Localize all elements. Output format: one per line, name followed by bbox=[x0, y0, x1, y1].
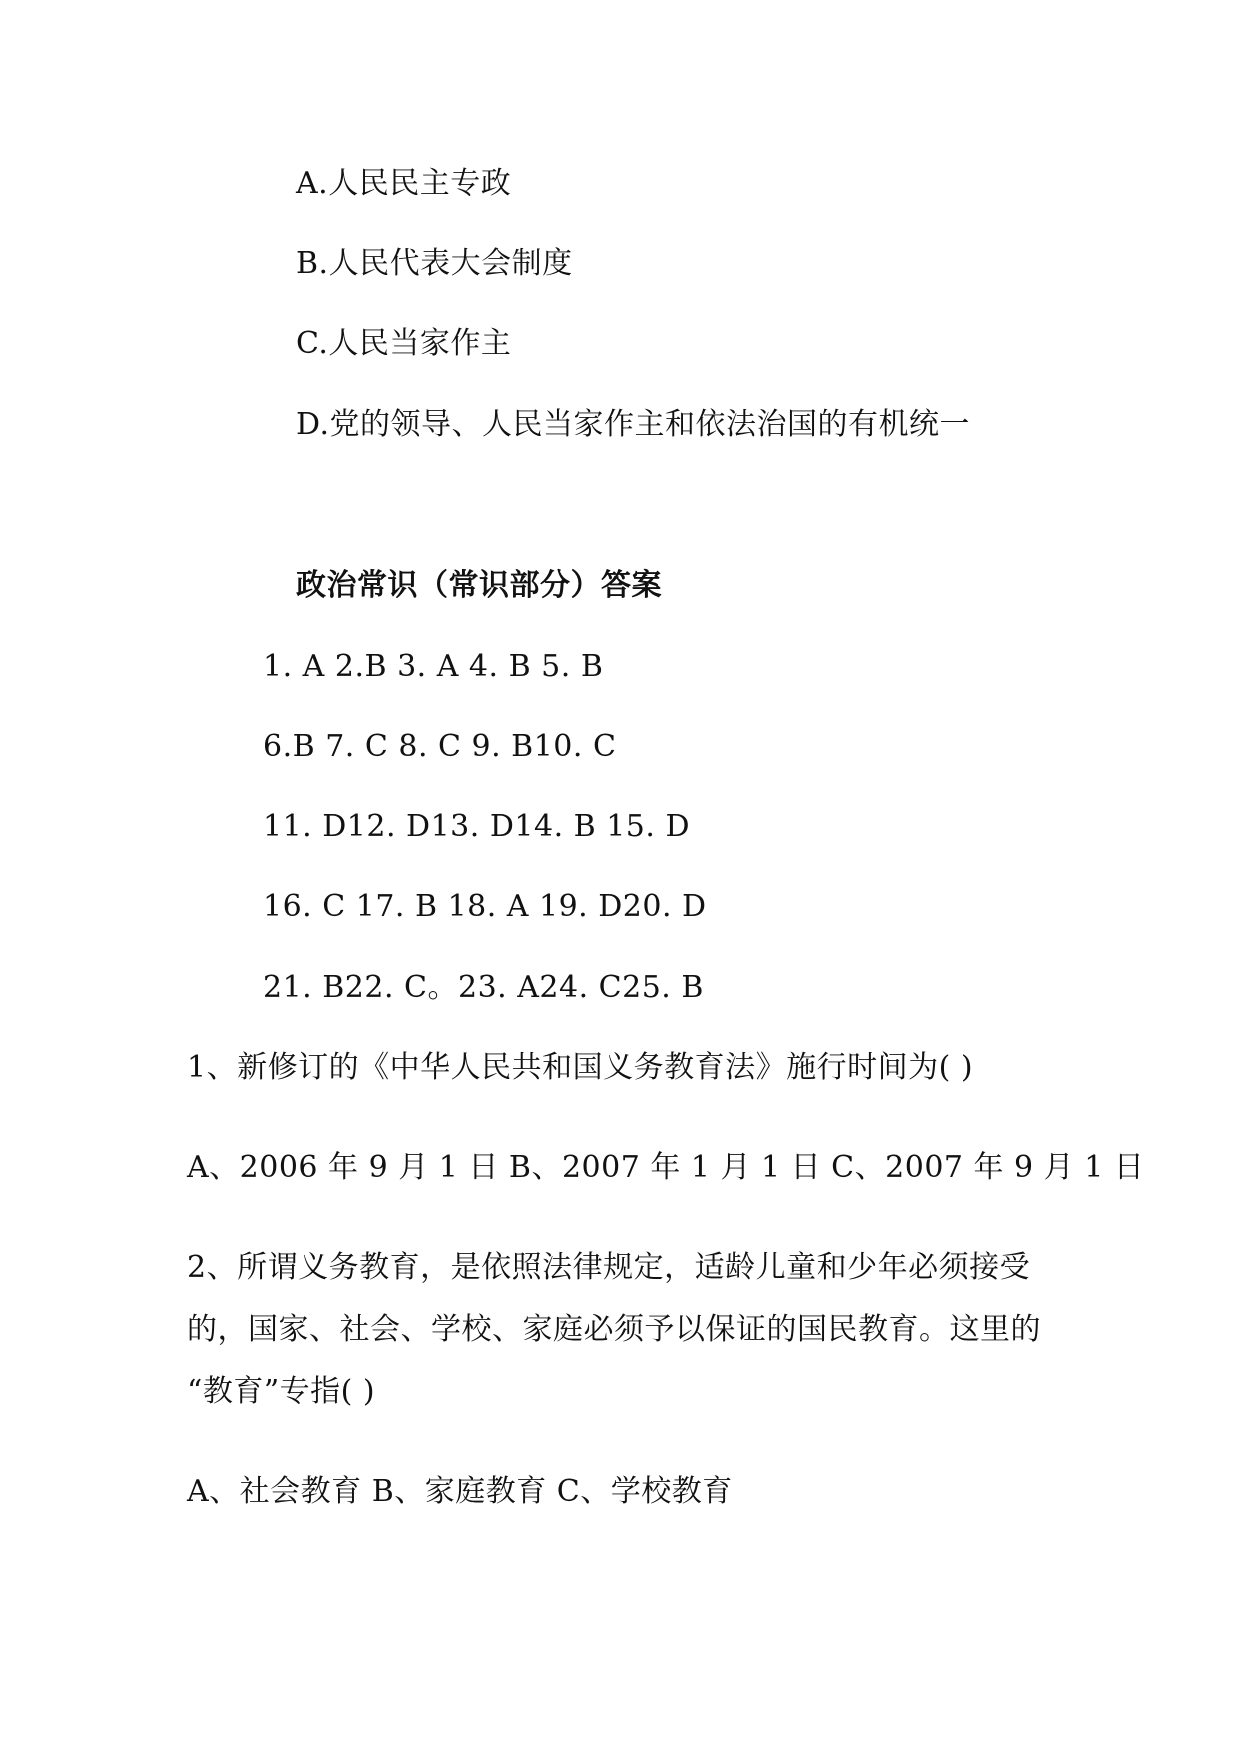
question-2-line-1: 2、所谓义务教育，是依照法律规定，适龄儿童和少年必须接受 bbox=[187, 1250, 1031, 1285]
answer-row: 16. C 17. B 18. A 19. D20. D bbox=[263, 889, 707, 924]
answer-row: 1. A 2.B 3. A 4. B 5. B bbox=[263, 649, 604, 684]
option-c: C.人民当家作主 bbox=[296, 326, 512, 361]
question-2-options: A、社会教育 B、家庭教育 C、学校教育 bbox=[187, 1474, 733, 1509]
option-d: D.党的领导、人民当家作主和依法治国的有机统一 bbox=[296, 407, 971, 442]
answer-row: 11. D12. D13. D14. B 15. D bbox=[263, 809, 691, 844]
question-2-line-2: 的，国家、社会、学校、家庭必须予以保证的国民教育。这里的 bbox=[187, 1312, 1041, 1347]
question-1-options: A、2006 年 9 月 1 日 B、2007 年 1 月 1 日 C、2007 年 9 月 1 日 bbox=[187, 1150, 1145, 1185]
answer-row: 6.B 7. C 8. C 9. B10. C bbox=[263, 729, 617, 764]
option-a: A.人民民主专政 bbox=[296, 166, 512, 201]
answer-row: 21. B22. C。23. A24. C25. B bbox=[263, 970, 704, 1005]
question-1: 1、新修订的《中华人民共和国义务教育法》施行时间为( ) bbox=[187, 1050, 974, 1085]
question-2-line-3: “教育”专指( ) bbox=[187, 1374, 376, 1409]
answers-title: 政治常识（常识部分）答案 bbox=[296, 568, 662, 603]
option-b: B.人民代表大会制度 bbox=[296, 246, 573, 281]
